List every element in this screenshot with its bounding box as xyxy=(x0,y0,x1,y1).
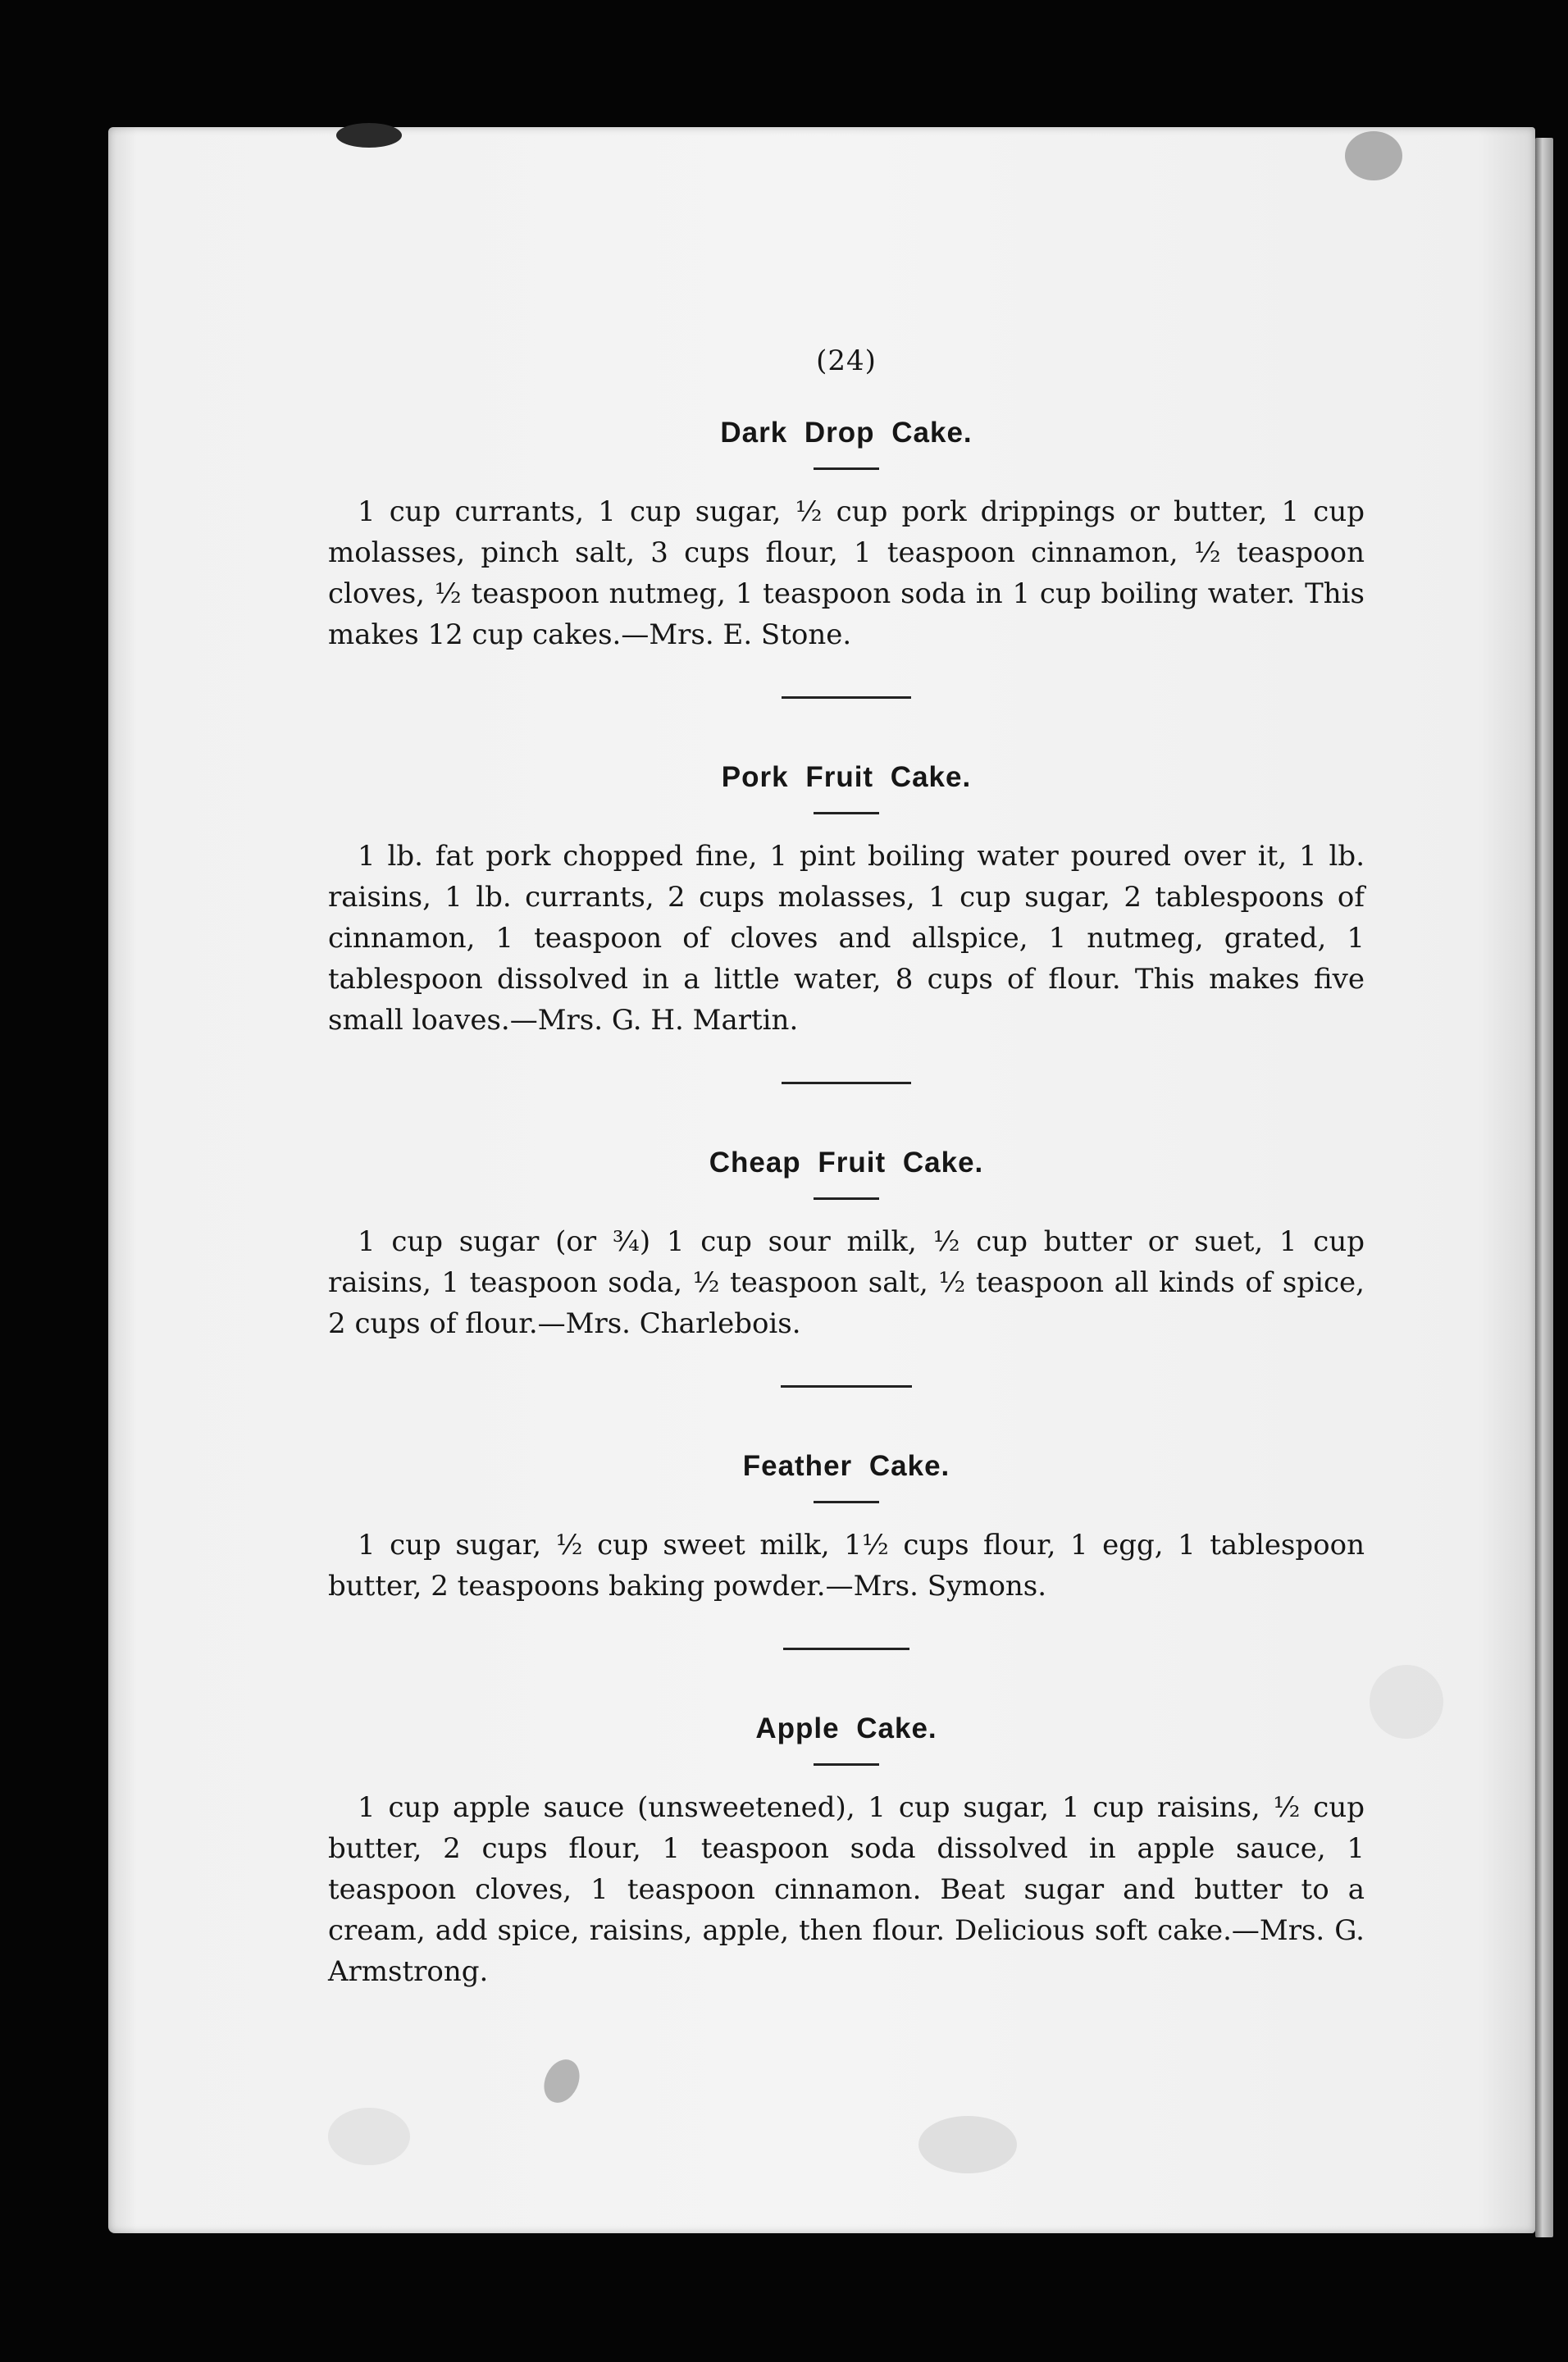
stain-mark xyxy=(1370,1665,1443,1739)
page-number: (24) xyxy=(816,344,877,377)
page-text xyxy=(328,328,1365,1992)
recipe-dark-drop-cake xyxy=(328,417,1365,655)
recipe-feather-cake xyxy=(328,1450,1365,1607)
recipe-apple-cake xyxy=(328,1712,1365,1992)
recipe-body: 1 cup apple sauce (unsweetened), 1 cup sugar, 1 cup raisins, ½ cup butter, 2 cups flour, 1 teaspoon soda dissolved in apple sauce, 1 teaspoon cloves, 1 teaspoon cinnamon. Beat sugar and butter to a cream, add spice, raisins, apple, then flour. Delicious soft cake.—Mrs. G. Armstrong. xyxy=(328,1791,1365,1988)
stain-mark xyxy=(918,2116,1017,2173)
ink-blot xyxy=(336,123,402,148)
recipe-pork-fruit-cake xyxy=(328,761,1365,1041)
recipe-title: Cheap Fruit Cake. xyxy=(709,1147,984,1179)
section-divider xyxy=(781,1385,912,1388)
recipe-cheap-fruit-cake xyxy=(328,1147,1365,1344)
recipe-title: Apple Cake. xyxy=(755,1712,937,1744)
recipe-body: 1 cup currants, 1 cup sugar, ½ cup pork drippings or butter, 1 cup molasses, pinch salt, 3 cups flour, 1 teaspoon cinnamon, ½ teaspoon cloves, ½ teaspoon nutmeg, 1 teaspoon soda in 1 cup boiling water. This makes 12 cup cakes.—Mrs. E. Stone. xyxy=(328,495,1365,651)
title-rule xyxy=(814,1763,879,1766)
recipe-body: 1 lb. fat pork chopped fine, 1 pint boiling water poured over it, 1 lb. raisins, 1 lb. currants, 2 cups molasses, 1 cup sugar, 2 tablespoons of cinnamon, 1 teaspoon of cloves and allspice, 1 nutmeg, grated, 1 tablespoon dissolved in a little water, 8 cups of flour. This makes five small loaves.—Mrs. G. H. Martin. xyxy=(328,840,1365,1037)
stain-mark xyxy=(328,2108,410,2165)
stain-mark xyxy=(1345,131,1402,180)
recipe-title: Feather Cake. xyxy=(742,1450,950,1482)
recipe-title: Dark Drop Cake. xyxy=(720,417,973,449)
title-rule xyxy=(814,1501,879,1503)
book-spine-edge xyxy=(1535,138,1553,2237)
recipe-body: 1 cup sugar, ½ cup sweet milk, 1½ cups flour, 1 egg, 1 tablespoon butter, 2 teaspoons baking powder.—Mrs. Symons. xyxy=(328,1529,1365,1603)
title-rule xyxy=(814,1197,879,1200)
title-rule xyxy=(814,467,879,470)
recipe-body: 1 cup sugar (or ¾) 1 cup sour milk, ½ cup butter or suet, 1 cup raisins, 1 teaspoon soda, ½ teaspoon salt, ½ teaspoon all kinds of spice, 2 cups of flour.—Mrs. Charlebois. xyxy=(328,1225,1365,1340)
section-divider xyxy=(783,1648,909,1650)
title-rule xyxy=(814,812,879,814)
section-divider xyxy=(782,696,911,699)
section-divider xyxy=(782,1082,911,1084)
recipe-title: Pork Fruit Cake. xyxy=(721,761,972,793)
